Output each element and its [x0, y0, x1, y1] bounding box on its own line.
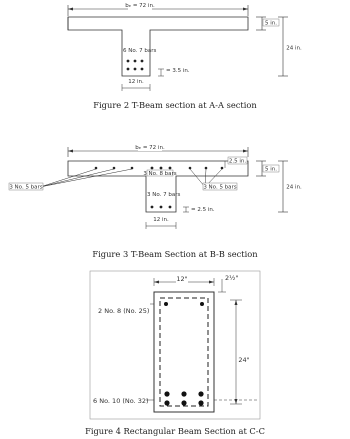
bar	[164, 391, 169, 396]
web-width-label: 12 in.	[153, 217, 169, 223]
depth-label: 24"	[238, 356, 250, 364]
bar	[221, 167, 224, 170]
figure-4-drawing	[0, 270, 350, 439]
bars-label: 6 No. 7 bars	[123, 48, 157, 54]
bar	[169, 206, 172, 209]
figure-4-rect-beam-cc	[0, 270, 350, 439]
bar	[131, 167, 134, 170]
bar	[151, 206, 154, 209]
flange-width-label: bₑ = 72 in.	[135, 145, 165, 151]
figure-3-caption: Figure 3 T-Beam Section at B-B section	[92, 249, 258, 259]
figure-4-caption: Figure 4 Rectangular Beam Section at C-C	[85, 426, 265, 436]
slab-bars-left-label: 3 No. 5 bars	[9, 184, 43, 191]
figure-3-tbeam-bb	[0, 121, 350, 270]
figure-2-caption: Figure 2 T-Beam section at A-A section	[93, 100, 257, 110]
bar	[95, 167, 98, 170]
bar	[113, 167, 116, 170]
bar	[181, 391, 186, 396]
bar	[198, 391, 203, 396]
bar	[127, 68, 130, 71]
bottom-bars-label: 6 No. 10 (No. 32)	[93, 397, 149, 405]
figure-3-drawing	[0, 121, 350, 270]
bar	[127, 60, 130, 63]
figure-2-tbeam-aa	[0, 0, 350, 121]
bar	[160, 206, 163, 209]
total-depth-label: 24 in.	[286, 184, 302, 191]
cover-label: = 2.5 in.	[191, 207, 215, 213]
width-label: 12"	[176, 275, 188, 283]
bar	[198, 400, 203, 405]
bar	[134, 68, 137, 71]
bottom-bars-label: 3 No. 7 bars	[147, 192, 181, 198]
bar	[181, 400, 186, 405]
bar	[164, 302, 168, 306]
bar	[189, 167, 192, 170]
bar	[151, 167, 154, 170]
top-bars-label: 3 No. 8 bars	[143, 171, 177, 177]
bar	[134, 60, 137, 63]
slab-bars-right-label: 3 No. 5 bars	[203, 184, 237, 191]
top-cover-label: 2.5 in.	[228, 158, 247, 165]
flange-width-label: bₑ = 72 in.	[125, 3, 155, 9]
total-depth-label: 24 in.	[286, 45, 302, 52]
bar	[164, 400, 169, 405]
top-bars-label: 2 No. 8 (No. 25)	[98, 307, 150, 315]
bar	[169, 167, 172, 170]
bar	[141, 68, 144, 71]
slab-thickness-label: 5 in.	[264, 20, 278, 27]
slab-thickness-label: 5 in.	[264, 166, 278, 173]
bar	[160, 167, 163, 170]
web-width-label: 12 in.	[128, 79, 144, 85]
cover-label: = 3.5 in.	[166, 68, 190, 74]
bar	[141, 60, 144, 63]
bar	[200, 302, 204, 306]
tbeam-section-outline	[68, 17, 248, 76]
cover-label: 2½"	[225, 274, 239, 282]
bar	[205, 167, 208, 170]
